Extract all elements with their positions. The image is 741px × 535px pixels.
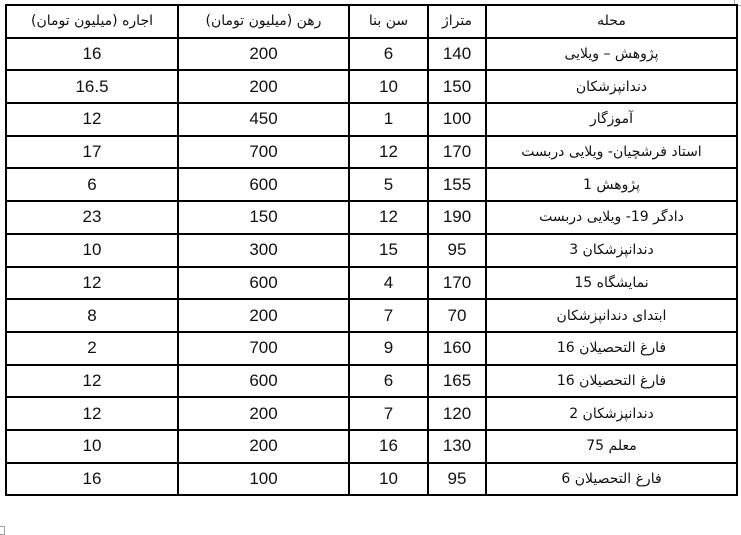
cell-neighborhood: دندانپزشکان 2 (486, 397, 737, 430)
cell-rent: 16 (6, 463, 178, 496)
cell-rent: 12 (6, 267, 178, 300)
table-row (6, 201, 737, 234)
table-row (6, 168, 737, 201)
cell-area: 160 (428, 332, 486, 365)
cell-building-age: 12 (349, 201, 428, 234)
cell-building-age: 10 (349, 70, 428, 103)
table-row (6, 267, 737, 300)
table-row (6, 332, 737, 365)
cell-building-age: 15 (349, 234, 428, 267)
cell-neighborhood: دندانپزشکان 3 (486, 234, 737, 267)
cell-rent: 16.5 (6, 70, 178, 103)
cell-rent: 2 (6, 332, 178, 365)
cell-deposit: 450 (178, 103, 349, 136)
cell-building-age: 5 (349, 168, 428, 201)
cell-area: 100 (428, 103, 486, 136)
cell-area: 95 (428, 463, 486, 496)
cell-deposit: 200 (178, 430, 349, 463)
cell-rent: 12 (6, 397, 178, 430)
cell-building-age: 9 (349, 332, 428, 365)
cell-deposit: 200 (178, 299, 349, 332)
cell-deposit: 700 (178, 136, 349, 169)
cell-neighborhood: استاد فرشچیان- ویلایی دربست (486, 136, 737, 169)
table-row (6, 365, 737, 398)
table-row (6, 234, 737, 267)
cell-deposit: 150 (178, 201, 349, 234)
header-rent: اجاره (میلیون تومان) (6, 5, 178, 38)
cell-area: 130 (428, 430, 486, 463)
cell-rent: 23 (6, 201, 178, 234)
table-row (6, 299, 737, 332)
table-header-row (6, 5, 737, 38)
cell-deposit: 600 (178, 365, 349, 398)
table-row (6, 430, 737, 463)
cell-neighborhood: فارغ التحصیلان 6 (486, 463, 737, 496)
cell-rent: 12 (6, 103, 178, 136)
cell-area: 155 (428, 168, 486, 201)
cell-deposit: 700 (178, 332, 349, 365)
cell-area: 120 (428, 397, 486, 430)
cell-building-age: 6 (349, 38, 428, 71)
cell-area: 140 (428, 38, 486, 71)
cell-deposit: 300 (178, 234, 349, 267)
cell-building-age: 10 (349, 463, 428, 496)
table-row (6, 397, 737, 430)
cell-neighborhood: فارغ التحصیلان 16 (486, 332, 737, 365)
cell-neighborhood: معلم 75 (486, 430, 737, 463)
table-row (6, 136, 737, 169)
cell-area: 170 (428, 267, 486, 300)
table-row (6, 38, 737, 71)
rental-listings-table (5, 4, 738, 496)
cell-building-age: 1 (349, 103, 428, 136)
cell-building-age: 12 (349, 136, 428, 169)
cell-building-age: 6 (349, 365, 428, 398)
cell-building-age: 4 (349, 267, 428, 300)
cell-rent: 6 (6, 168, 178, 201)
table-row (6, 463, 737, 496)
cell-rent: 8 (6, 299, 178, 332)
header-building-age: سن بنا (349, 5, 428, 38)
cell-area: 70 (428, 299, 486, 332)
cell-rent: 16 (6, 38, 178, 71)
cell-rent: 10 (6, 234, 178, 267)
cell-deposit: 200 (178, 38, 349, 71)
cell-building-age: 7 (349, 397, 428, 430)
cell-building-age: 7 (349, 299, 428, 332)
cell-neighborhood: دندانپزشکان (486, 70, 737, 103)
header-area: متراژ (428, 5, 486, 38)
cell-deposit: 200 (178, 397, 349, 430)
cell-deposit: 600 (178, 168, 349, 201)
table-row (6, 70, 737, 103)
cell-neighborhood: پژوهش 1 (486, 168, 737, 201)
cell-rent: 10 (6, 430, 178, 463)
cell-rent: 12 (6, 365, 178, 398)
table-row (6, 103, 737, 136)
cell-deposit: 100 (178, 463, 349, 496)
cell-neighborhood: نمایشگاه 15 (486, 267, 737, 300)
cell-neighborhood: آموزگار (486, 103, 737, 136)
cell-area: 95 (428, 234, 486, 267)
cell-deposit: 200 (178, 70, 349, 103)
cell-area: 165 (428, 365, 486, 398)
cell-building-age: 16 (349, 430, 428, 463)
cell-neighborhood: پژوهش – ویلایی (486, 38, 737, 71)
cell-deposit: 600 (178, 267, 349, 300)
cell-area: 190 (428, 201, 486, 234)
cell-area: 170 (428, 136, 486, 169)
cell-area: 150 (428, 70, 486, 103)
cell-neighborhood: فارغ التحصیلان 16 (486, 365, 737, 398)
header-neighborhood: محله (486, 5, 737, 38)
cell-neighborhood: ابتدای دندانپزشکان (486, 299, 737, 332)
header-deposit: رهن (میلیون تومان) (178, 5, 349, 38)
cell-rent: 17 (6, 136, 178, 169)
cell-neighborhood: دادگر 19- ویلایی دربست (486, 201, 737, 234)
